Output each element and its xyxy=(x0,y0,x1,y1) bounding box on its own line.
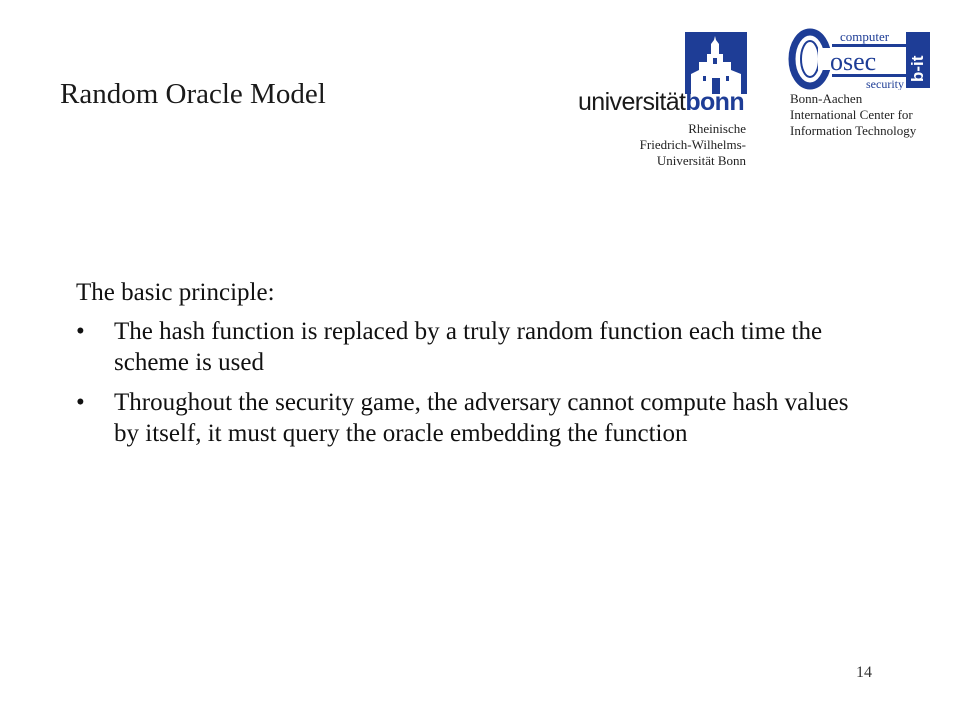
page-number: 14 xyxy=(856,664,872,681)
bullet-item xyxy=(76,316,876,378)
bonn-caption-line: Universität Bonn xyxy=(656,153,746,168)
bullet-text: Throughout the security game, the adversary cannot compute hash values by itself, it must query the oracle embedding the function xyxy=(114,389,849,447)
bullet-list xyxy=(76,316,876,449)
bonn-building-emblem-icon xyxy=(685,32,747,94)
bonn-logo-caption xyxy=(640,121,746,169)
bullet-item xyxy=(76,387,876,449)
bonn-wordmark xyxy=(578,90,744,115)
bit-caption-line: Information Technology xyxy=(790,123,917,138)
bit-logo-caption xyxy=(790,91,916,139)
logo-osec-text: osec xyxy=(830,47,877,76)
slide-body xyxy=(76,277,876,458)
bit-caption-line: International Center for xyxy=(790,107,913,122)
slide-title: Random Oracle Model xyxy=(60,78,326,110)
bullet-dot-icon: • xyxy=(76,389,85,416)
cosec-bit-emblem-icon xyxy=(788,28,934,90)
bit-cosec-logo xyxy=(788,28,938,148)
university-bonn-logo xyxy=(578,30,746,168)
logo-computer-text: computer xyxy=(840,29,890,44)
logo-bit-text: b-it xyxy=(908,55,927,82)
bonn-caption-line: Friedrich-Wilhelms- xyxy=(639,137,746,152)
bit-caption-line: Bonn-Aachen xyxy=(790,91,863,106)
intro-text: The basic principle: xyxy=(76,279,275,306)
wordmark-bold: bonn xyxy=(685,88,745,116)
bullet-text: The hash function is replaced by a truly random function each time the scheme is used xyxy=(114,318,823,376)
bullet-dot-icon: • xyxy=(76,318,85,345)
wordmark-regular: universität xyxy=(578,88,686,116)
logo-security-text: security xyxy=(866,77,904,90)
bonn-caption-line: Rheinische xyxy=(688,121,746,136)
